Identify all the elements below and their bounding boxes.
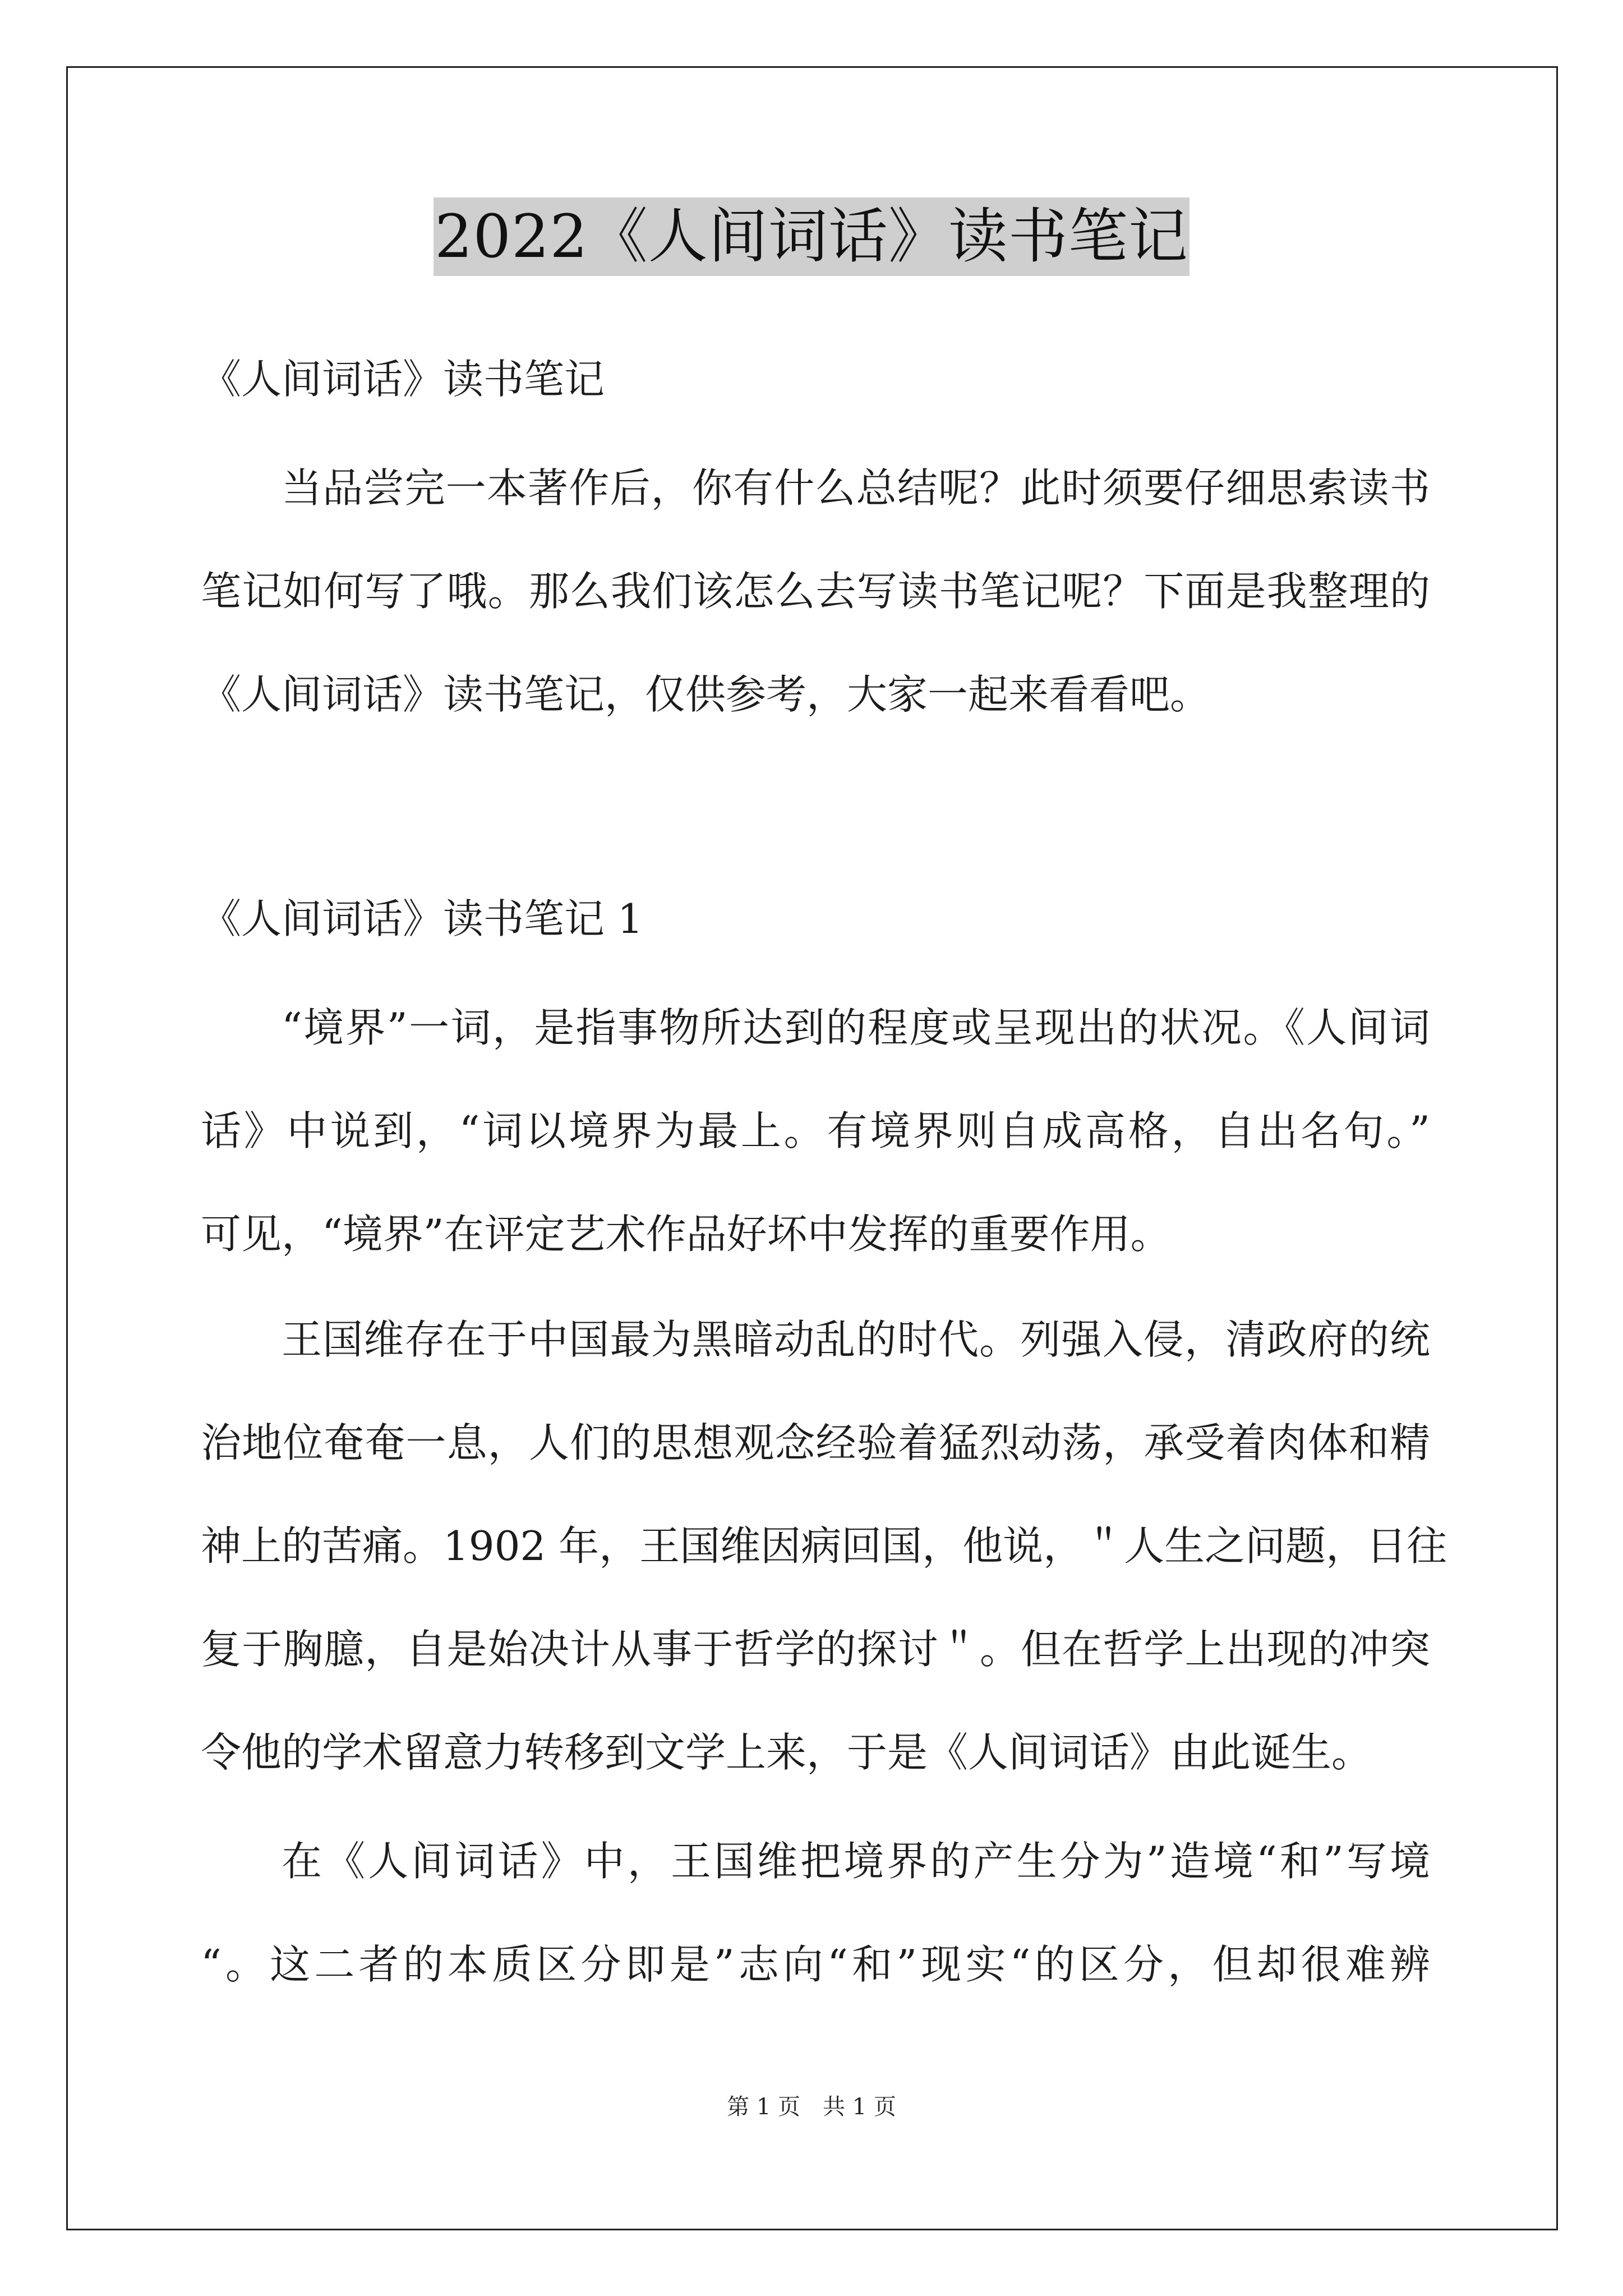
intro-line: 笔记如何写了哦。那么我们该怎么去写读书笔记呢？下面是我整理的 — [201, 568, 1430, 615]
para1-line: “境界”一词，是指事物所达到的程度或呈现出的状况。《人间词 — [282, 1004, 1430, 1051]
para3-line: 在《人间词话》中，王国维把境界的产生分为”造境“和”写境 — [282, 1838, 1430, 1885]
para3-line: “。这二者的本质区分即是”志向“和”现实“的区分，但却很难辨 — [201, 1941, 1430, 1988]
para1-line: 话》中说到，“词以境界为最上。有境界则自成高格，自出名句。” — [201, 1107, 1430, 1154]
page-total: 共 1 页 — [823, 2094, 896, 2120]
page-number: 第 1 页 — [727, 2094, 800, 2120]
para2-line: 复于胸臆，自是始决计从事于哲学的探讨＂。但在哲学上出现的冲突 — [201, 1626, 1430, 1673]
title-container — [0, 197, 1623, 276]
document-title: 2022《人间词话》读书笔记 — [434, 197, 1189, 276]
para2-line: 王国维存在于中国最为黑暗动乱的时代。列强入侵，清政府的统 — [282, 1316, 1430, 1363]
subtitle: 《人间词话》读书笔记 — [201, 356, 605, 403]
intro-line: 当品尝完一本著作后，你有什么总结呢？此时须要仔细思索读书 — [282, 464, 1430, 512]
para2-line: 神上的苦痛。1902 年，王国维因病回国，他说，＂人生之问题，日往 — [201, 1522, 1447, 1570]
para2-line: 令他的学术留意力转移到文学上来，于是《人间词话》由此诞生。 — [201, 1729, 1372, 1776]
page-footer — [0, 2091, 1623, 2123]
section-heading: 《人间词话》读书笔记 1 — [201, 895, 643, 942]
intro-line: 《人间词话》读书笔记，仅供参考，大家一起来看看吧。 — [201, 671, 1211, 718]
para2-line: 治地位奄奄一息，人们的思想观念经验着猛烈动荡，承受着肉体和精 — [201, 1419, 1430, 1466]
para1-line: 可见，“境界”在评定艺术作品好坏中发挥的重要作用。 — [201, 1211, 1171, 1258]
